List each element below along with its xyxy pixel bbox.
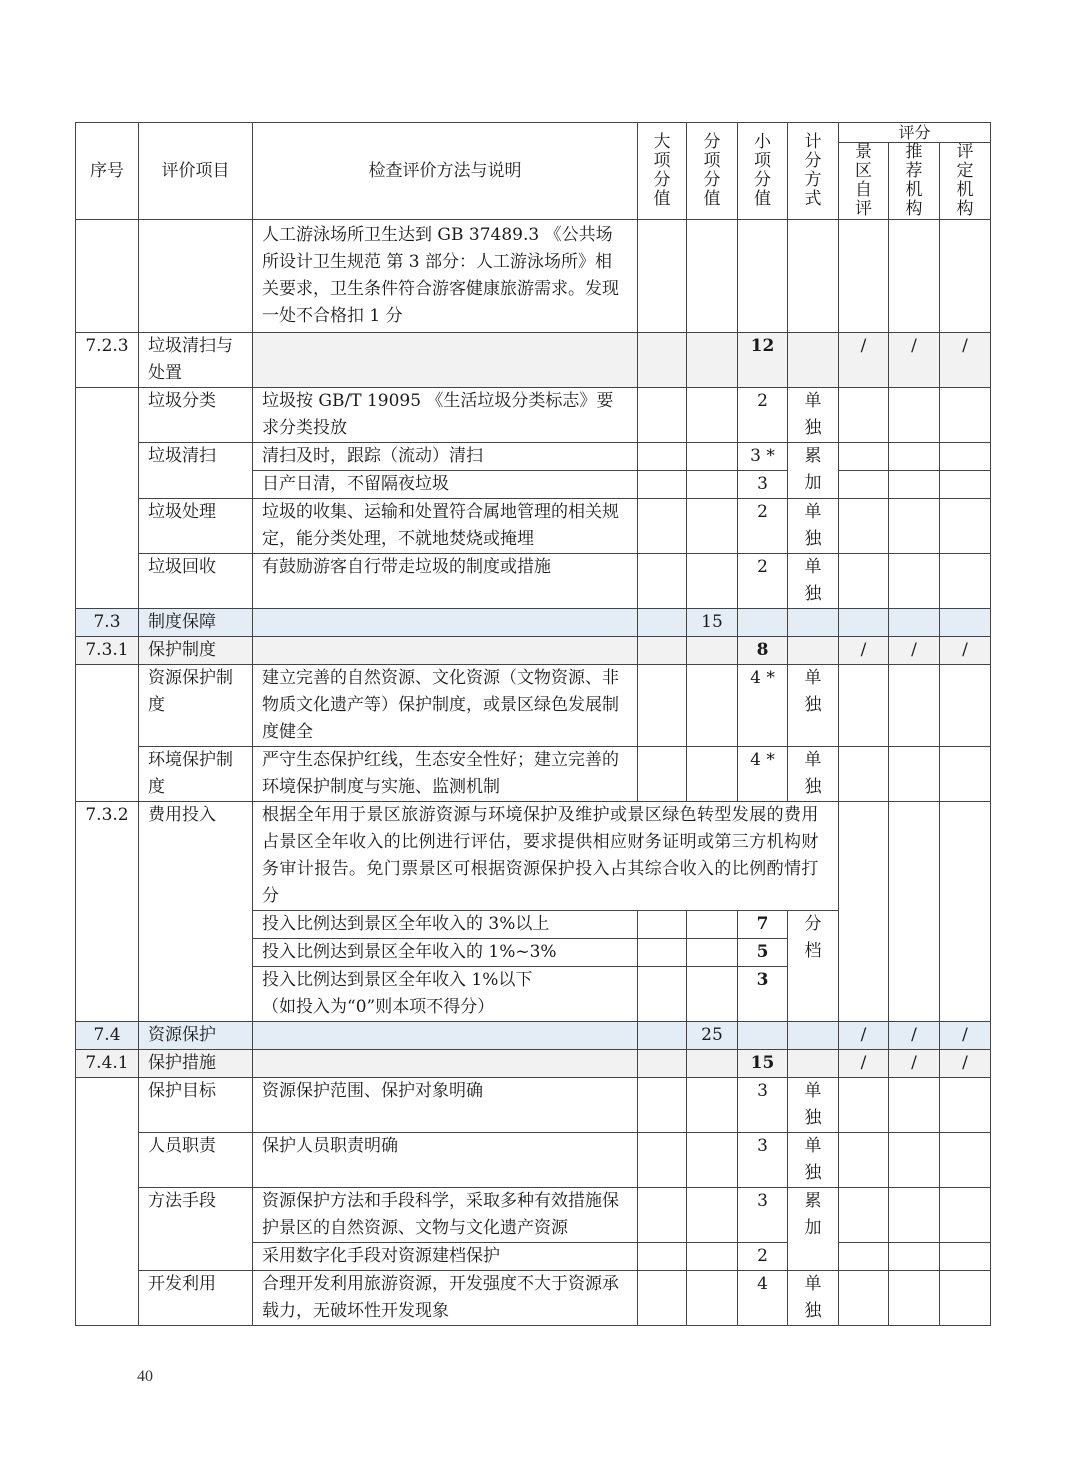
item-title: 垃圾处理 [139,499,253,554]
section-row [76,1022,991,1050]
method-text: 严守生态保护红线，生态安全性好；建立完善的环境保护制度与实施、监测机制 [253,747,638,802]
scoring-method: 单独 [788,554,839,609]
slash-mark: / [889,333,940,388]
method-text: 建立完善的自然资源、文化资源（文物资源、非物质文化遗产等）保护制度，或景区绿色发展制度健全 [253,665,638,747]
slash-mark: / [839,637,889,665]
table-row [76,802,991,911]
evaluation-table [75,122,991,1326]
slash-mark: / [889,1022,940,1050]
tier-text: 投入比例达到景区全年收入的 3%以上 [253,911,638,939]
sub-score: 25 [687,1022,738,1050]
slash-mark: / [940,1022,991,1050]
col-header-self-eval: 景区自评 [839,143,889,220]
minor-score: 3 [738,1133,788,1188]
table-row [76,333,991,388]
minor-score: 2 [738,499,788,554]
item-title: 开发利用 [139,1271,253,1326]
table-row [76,499,991,554]
method-text: 根据全年用于景区旅游资源与环境保护及维护或景区绿色转型发展的费用占景区全年收入的比例进行评估，要求提供相应财务证明或第三方机构财务审计报告。免门票景区可根据资源保护投入占其综合收入的比例酌情打分 [253,802,839,911]
method-text: 垃圾的收集、运输和处置符合属地管理的相关规定，能分类处理，不就地焚烧或掩埋 [253,499,638,554]
slash-mark: / [940,333,991,388]
slash-mark: / [889,1050,940,1078]
table-row [76,1133,991,1188]
section-code: 7.4 [76,1022,139,1050]
minor-score: 12 [738,333,788,388]
table-row [76,1078,991,1133]
scoring-method: 单独 [788,665,839,747]
item-title: 保护措施 [139,1050,253,1078]
item-title: 费用投入 [139,802,253,1022]
method-text: 资源保护范围、保护对象明确 [253,1078,638,1133]
minor-score: 3 [738,1188,788,1243]
slash-mark: / [889,637,940,665]
minor-score: 7 [738,911,788,939]
col-header-recommend: 推荐机构 [889,143,940,220]
col-header-score: 评分 [839,123,991,143]
col-header-scoring-method: 计分方式 [788,123,839,220]
col-header-method: 检查评价方法与说明 [253,123,638,220]
method-text: 资源保护方法和手段科学，采取多种有效措施保护景区的自然资源、文物与文化遗产资源 [253,1188,638,1243]
scoring-method: 单独 [788,1133,839,1188]
section-row [76,609,991,637]
item-title: 垃圾清扫 [139,443,253,499]
scoring-method: 单独 [788,1078,839,1133]
item-title: 方法手段 [139,1188,253,1271]
method-text: 垃圾按 GB/T 19095 《生活垃圾分类标志》要求分类投放 [253,388,638,443]
item-title: 垃圾分类 [139,388,253,443]
col-header-major-score: 大项分值 [638,123,687,220]
method-text: 人工游泳场所卫生达到 GB 37489.3 《公共场所设计卫生规范 第 3 部分：人工游泳场所》相关要求，卫生条件符合游客健康旅游需求。发现一处不合格扣 1 分 [253,220,638,333]
table-row [76,220,991,333]
method-text: 合理开发利用旅游资源，开发强度不大于资源承载力，无破坏性开发现象 [253,1271,638,1326]
slash-mark: / [839,1022,889,1050]
scoring-method: 单独 [788,1271,839,1326]
table-row [76,1050,991,1078]
section-title: 制度保障 [139,609,253,637]
slash-mark: / [940,637,991,665]
minor-score: 3 [738,967,788,1022]
item-title: 人员职责 [139,1133,253,1188]
scoring-method: 分档 [788,911,839,1022]
item-code: 7.4.1 [76,1050,139,1078]
item-code: 7.3.2 [76,802,139,1022]
minor-score: 2 [738,1243,788,1271]
slash-mark: / [839,1050,889,1078]
scoring-method: 累加 [788,1188,839,1271]
item-code: 7.2.3 [76,333,139,388]
item-title: 保护制度 [139,637,253,665]
item-title: 资源保护制度 [139,665,253,747]
method-text: 清扫及时，跟踪（流动）清扫 [253,443,638,471]
minor-score: 15 [738,1050,788,1078]
table-row [76,1271,991,1326]
col-header-item: 评价项目 [139,123,253,220]
scoring-method: 单独 [788,499,839,554]
table-row [76,747,991,802]
tier-text: 投入比例达到景区全年收入的 1%~3% [253,939,638,967]
minor-score: 4 * [738,747,788,802]
method-text: 保护人员职责明确 [253,1133,638,1188]
scoring-method: 单独 [788,388,839,443]
table-row [76,665,991,747]
scoring-method: 单独 [788,747,839,802]
table-row [76,1188,991,1243]
item-title: 垃圾回收 [139,554,253,609]
minor-score: 3 [738,1078,788,1133]
table-row [76,554,991,609]
minor-score: 4 [738,1271,788,1326]
minor-score: 2 [738,388,788,443]
item-title: 环境保护制度 [139,747,253,802]
minor-score: 3 * [738,443,788,471]
section-title: 资源保护 [139,1022,253,1050]
page-number: 40 [137,1368,153,1385]
tier-text: 投入比例达到景区全年收入 1%以下 （如投入为“0”则本项不得分） [253,967,638,1022]
item-title: 垃圾清扫与处置 [139,333,253,388]
item-title: 保护目标 [139,1078,253,1133]
section-code: 7.3 [76,609,139,637]
item-code: 7.3.1 [76,637,139,665]
method-text: 日产日清，不留隔夜垃圾 [253,471,638,499]
minor-score: 3 [738,471,788,499]
minor-score: 4 * [738,665,788,747]
col-header-assess: 评定机构 [940,143,991,220]
minor-score: 5 [738,939,788,967]
table-row [76,388,991,443]
minor-score: 8 [738,637,788,665]
minor-score: 2 [738,554,788,609]
table-header [76,123,991,220]
method-text: 采用数字化手段对资源建档保护 [253,1243,638,1271]
table-row [76,443,991,471]
table-row [76,637,991,665]
scoring-method: 累加 [788,443,839,499]
slash-mark: / [839,333,889,388]
col-header-seq: 序号 [76,123,139,220]
slash-mark: / [940,1050,991,1078]
method-text: 有鼓励游客自行带走垃圾的制度或措施 [253,554,638,609]
col-header-minor-score: 小项分值 [738,123,788,220]
col-header-sub-score: 分项分值 [687,123,738,220]
sub-score: 15 [687,609,738,637]
